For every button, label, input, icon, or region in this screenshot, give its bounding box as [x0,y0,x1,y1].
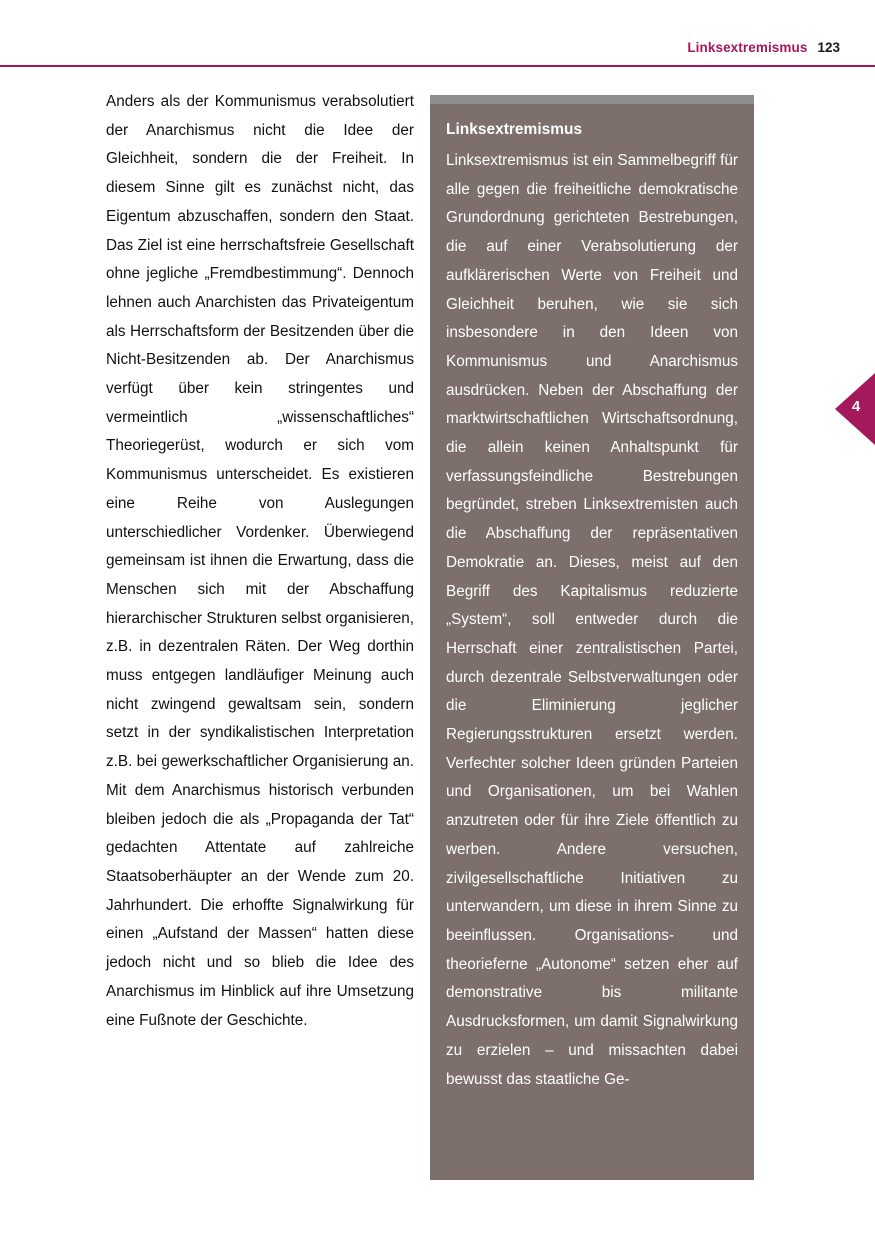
infobox-body [430,104,754,1180]
header-rule [0,65,875,67]
definition-infobox [430,95,754,1180]
page-header [0,40,875,70]
chapter-tab-marker [835,373,875,445]
page-number: 123 [817,40,840,55]
infobox-text: Linksextremismus ist ein Sammelbegriff für alle gegen die freiheitliche demokratische Grundordnung gerichteten Bestrebungen, die auf einer Verabsolutierung der aufklärerischen Werte von Freiheit und Gleichheit beruhen, wie sie sich insbesondere in den Ideen von Kommunismus und Anarchismus ausdrücken. Neben der Abschaffung der marktwirtschaftlichen Wirtschaftsordnung, die allein keinen Anhaltspunkt für verfassungsfeindliche Bestrebungen begründet, streben Linksextremisten auch die Abschaffung der repräsentativen Demokratie an. Dieses, meist auf den Begriff des Kapitalismus reduzierte „System“, soll entweder durch die Herrschaft einer zentralistischen Partei, durch dezentrale Selbstverwaltungen oder die Eliminierung jeglicher Regierungsstrukturen ersetzt werden. Verfechter solcher Ideen gründen Parteien und Organisationen, um bei Wahlen anzutreten oder für ihre Ziele öffentlich zu werben. Andere versuchen, zivilgesellschaftliche Initiativen zu unterwandern, um diese in ihrem Sinne zu beeinflussen. Organisations- und theorieferne „Autonome“ setzen eher auf demonstrative bis militante Ausdrucksformen, um damit Signalwirkung zu erzielen – und missachten dabei bewusst das staatliche Ge- [446,152,738,1088]
running-head-title: Linksextremismus [687,40,808,55]
chapter-tab-number: 4 [851,398,861,415]
infobox-top-bar [430,95,754,104]
header-content [687,40,840,58]
body-text-column: Anders als der Kommunismus verabsolutiert der Anarchismus nicht die Idee der Gleichheit, sondern die der Freiheit. In diesem Sinne gilt es zunächst nicht, das Eigentum abzuschaffen, sondern den Staat. Das Ziel ist eine herrschaftsfreie Gesellschaft ohne jegliche „Fremdbestimmung“. Dennoch lehnen auch Anarchisten das Privateigentum als Herrschaftsform der Besitzenden über die Nicht-Besitzenden ab. Der Anarchismus verfügt über kein stringentes und vermeintlich „wissenschaftliches“ Theoriegerüst, wodurch er sich vom Kommunismus unterscheidet. Es existieren eine Reihe von Auslegungen unterschiedlicher Vordenker. Überwiegend gemeinsam ist ihnen die Erwartung, dass die Menschen sich mit der Abschaffung hierarchischer Strukturen selbst organisieren, z.B. in dezentralen Räten. Der Weg dorthin muss entgegen landläufiger Meinung auch nicht zwingend gewaltsam sein, sondern setzt in der syndikalistischen Interpretation z.B. bei gewerkschaftlicher Organisierung an. Mit dem Anarchismus historisch verbunden bleiben jedoch die als „Propaganda der Tat“ gedachten Attentate auf zahlreiche Staatsoberhäupter an der Wende zum 20. Jahrhundert. Die erhoffte Signalwirkung für einen „Aufstand der Massen“ hatten diese jedoch nicht und so blieb die Idee des Anarchismus im Hinblick auf ihre Umsetzung eine Fußnote der Geschichte. [106,93,414,1029]
infobox-title: Linksextremismus [446,121,583,138]
